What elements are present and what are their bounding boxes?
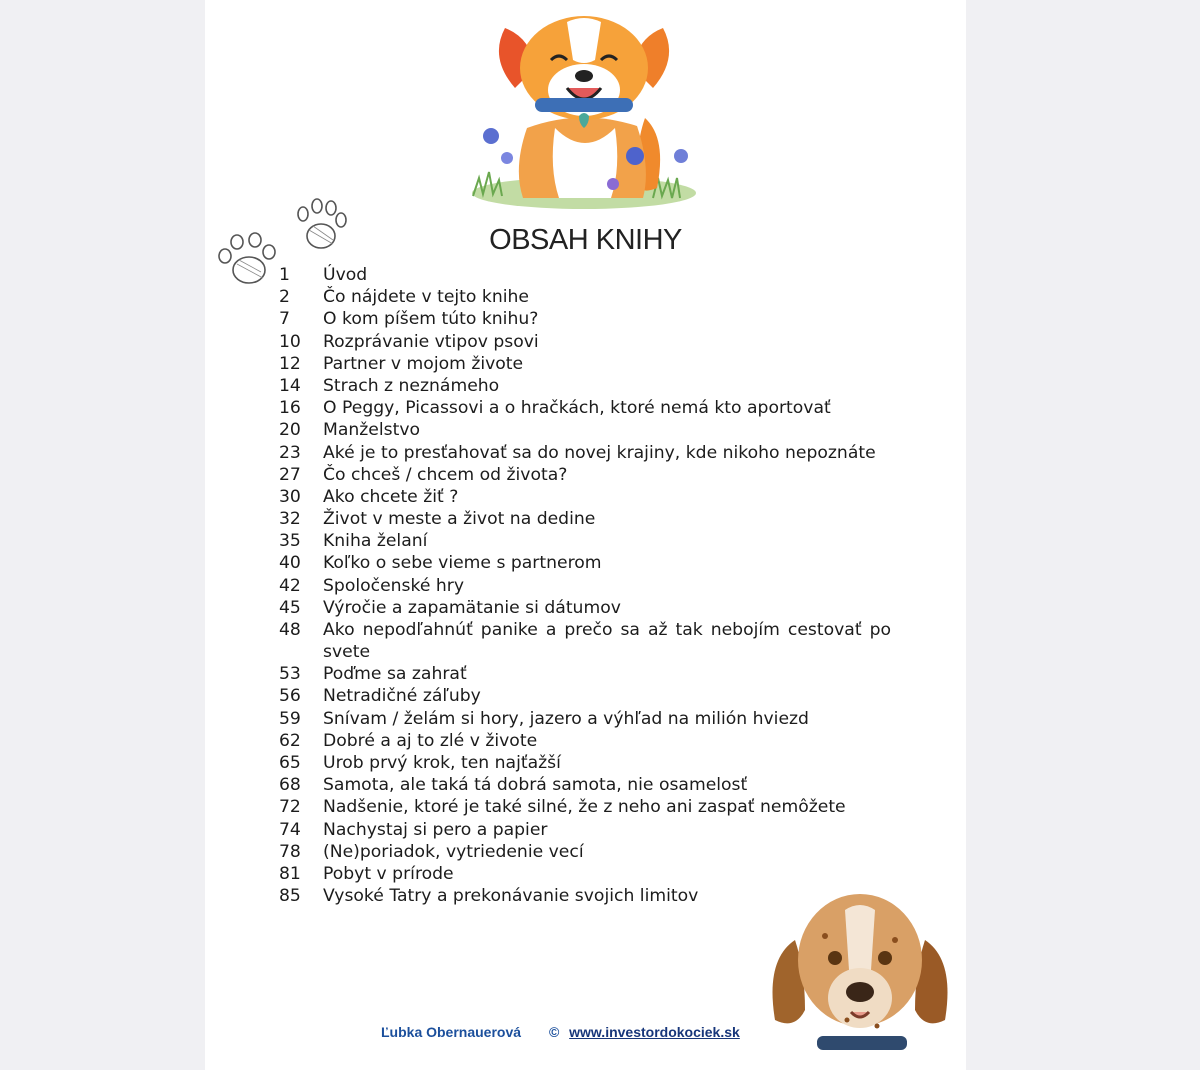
toc-page-number: 68 (279, 775, 301, 796)
toc-page-number: 81 (279, 863, 301, 884)
toc-chapter-title: Spoločenské hry (323, 575, 465, 596)
toc-page-number: 48 (279, 620, 301, 640)
book-page (205, 0, 966, 1070)
toc-page-number: 45 (279, 597, 301, 618)
toc-chapter-title: Strach z neznámeho (323, 375, 500, 396)
puppy-illustration (463, 8, 705, 220)
toc-entry (279, 308, 891, 330)
toc-chapter-title: (Ne)poriadok, vytriedenie vecí (323, 841, 584, 862)
toc-chapter-title: O Peggy, Picassovi a o hračkách, ktoré nemá kto aportovať (323, 398, 831, 419)
toc-page-number: 1 (279, 265, 290, 285)
page-title: OBSAH KNIHY (489, 224, 682, 256)
toc-page-number: 27 (279, 464, 301, 485)
toc-entry (279, 331, 891, 353)
toc-entry (279, 685, 891, 707)
toc-page-number: 65 (279, 752, 301, 773)
toc-entry (279, 508, 891, 530)
toc-page-number: 14 (279, 375, 301, 396)
toc-chapter-title: Poďme sa zahrať (323, 664, 467, 685)
toc-entry (279, 286, 891, 308)
toc-entry (279, 375, 891, 397)
toc-chapter-title: Výročie a zapamätanie si dátumov (323, 597, 621, 618)
toc-entry (279, 530, 891, 552)
toc-entry (279, 796, 891, 818)
toc-entry (279, 774, 891, 796)
toc-page-number: 85 (279, 886, 301, 907)
toc-chapter-title: Život v meste a život na dedine (323, 509, 596, 530)
toc-entry (279, 397, 891, 419)
toc-entry (279, 464, 891, 486)
toc-chapter-title: Čo chceš / chcem od života? (323, 464, 568, 485)
toc-chapter-title: Nachystaj si pero a papier (323, 819, 548, 840)
toc-chapter-title: Urob prvý krok, ten najťažší (323, 752, 561, 773)
toc-page-number: 78 (279, 841, 301, 862)
toc-entry (279, 442, 891, 464)
toc-page-number: 59 (279, 708, 301, 729)
toc-page-number: 2 (279, 287, 290, 308)
toc-chapter-title: Partner v mojom živote (323, 353, 524, 374)
toc-entry (279, 353, 891, 375)
toc-page-number: 56 (279, 686, 301, 707)
toc-entry (279, 597, 891, 619)
toc-page-number: 42 (279, 575, 301, 596)
toc-chapter-title: Ako chcete žiť ? (323, 486, 459, 507)
toc-chapter-title: Kniha želaní (323, 531, 428, 552)
toc-entry (279, 752, 891, 774)
toc-entry (279, 486, 891, 508)
copyright-symbol: © (548, 1024, 560, 1040)
toc-page-number: 10 (279, 331, 301, 352)
toc-page-number: 12 (279, 353, 301, 374)
toc-page-number: 40 (279, 553, 301, 574)
toc-page-number: 74 (279, 819, 301, 840)
toc-chapter-title: Vysoké Tatry a prekonávanie svojich limitov (323, 886, 699, 907)
toc-chapter-title: Snívam / želám si hory, jazero a výhľad na milión hviezd (323, 708, 809, 729)
toc-chapter-title: Ako nepodľahnúť panike a prečo sa až tak nebojím cestovať po svete (323, 620, 891, 662)
toc-page-number: 20 (279, 420, 301, 441)
toc-chapter-title: Netradičné záľuby (323, 686, 481, 707)
toc-entry (279, 575, 891, 597)
toc-page-number: 72 (279, 797, 301, 818)
toc-entry (279, 708, 891, 730)
dog-illustration (755, 880, 966, 1070)
toc-page-number: 7 (279, 309, 290, 330)
page-footer (381, 1024, 740, 1040)
toc-entry (279, 819, 891, 841)
table-of-contents (279, 264, 891, 907)
toc-chapter-title: Samota, ale taká tá dobrá samota, nie osamelosť (323, 775, 748, 796)
toc-entry (279, 419, 891, 441)
toc-chapter-title: Manželstvo (323, 420, 421, 441)
toc-chapter-title: Dobré a aj to zlé v živote (323, 730, 538, 751)
toc-chapter-title: Úvod (323, 265, 368, 285)
toc-entry (279, 663, 891, 685)
toc-entry (279, 264, 891, 286)
toc-entry (279, 552, 891, 574)
toc-page-number: 16 (279, 398, 301, 419)
toc-page-number: 53 (279, 664, 301, 685)
toc-page-number: 35 (279, 531, 301, 552)
website-link[interactable]: www.investordokociek.sk (569, 1024, 740, 1040)
toc-chapter-title: Pobyt v prírode (323, 863, 454, 884)
toc-page-number: 62 (279, 730, 301, 751)
toc-chapter-title: Nadšenie, ktoré je také silné, že z neho ani zaspať nemôžete (323, 797, 846, 818)
toc-page-number: 30 (279, 486, 301, 507)
toc-chapter-title: Rozprávanie vtipov psovi (323, 331, 539, 352)
toc-entry (279, 841, 891, 863)
toc-page-number: 23 (279, 442, 301, 463)
author-name: Ľubka Obernauerová (381, 1024, 522, 1040)
toc-page-number: 32 (279, 509, 301, 530)
toc-chapter-title: Aké je to presťahovať sa do novej krajiny, kde nikoho nepoznáte (323, 442, 876, 463)
toc-entry (279, 730, 891, 752)
toc-chapter-title: Čo nájdete v tejto knihe (323, 287, 529, 308)
toc-chapter-title: O kom píšem túto knihu? (323, 309, 539, 330)
toc-entry (279, 619, 891, 663)
toc-chapter-title: Koľko o sebe vieme s partnerom (323, 553, 602, 574)
